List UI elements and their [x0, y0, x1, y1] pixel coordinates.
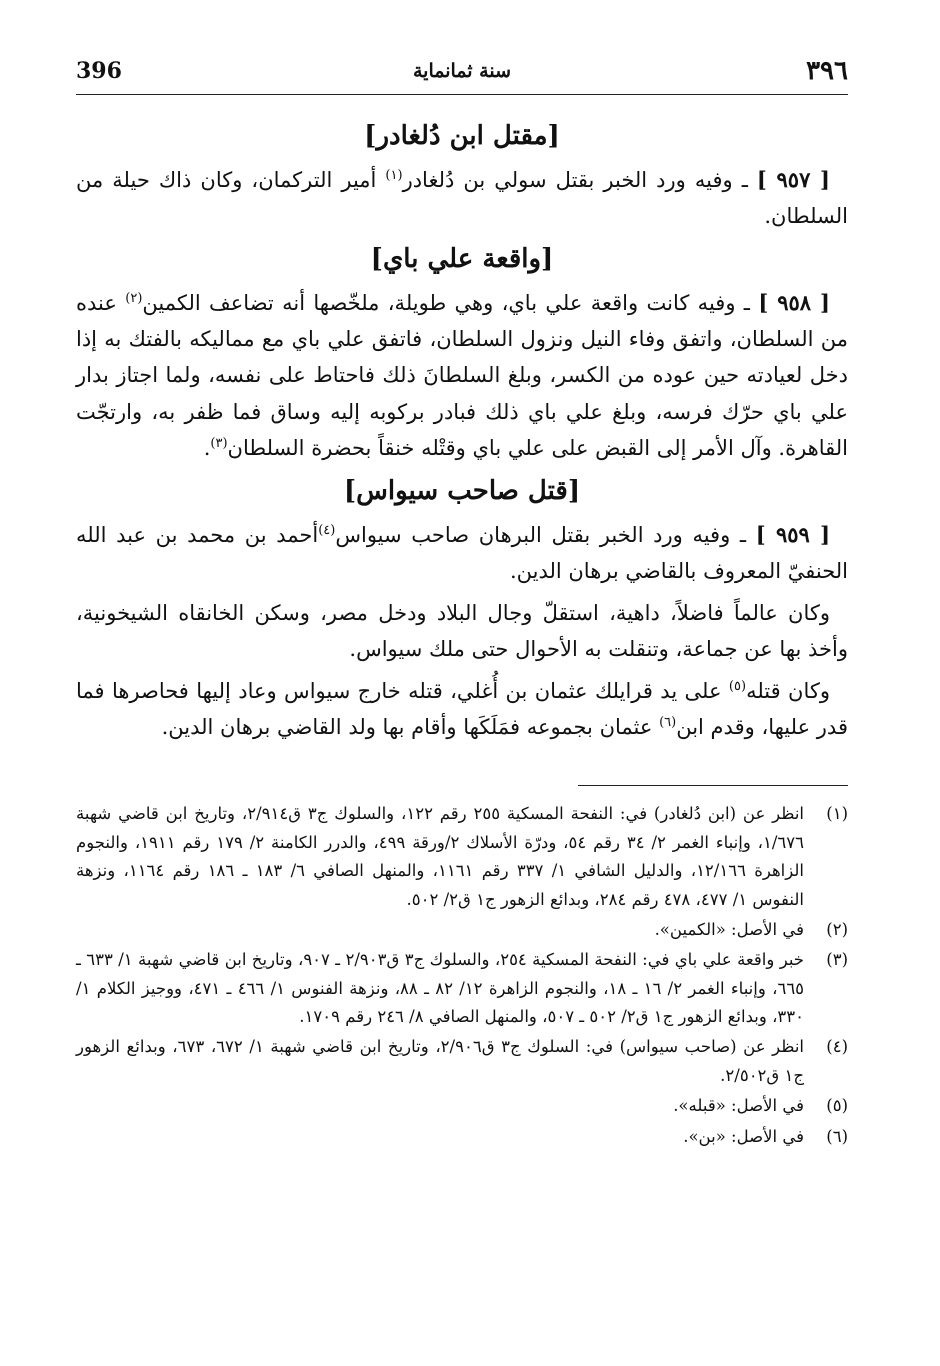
footnote-text: انظر عن (صاحب سيواس) في: السلوك ج٣ ق٢/٩٠٦، وتاريخ ابن قاضي شهبة ١/ ٦٧٢، ٦٧٣، وبدائع الزهور ج١ ق٢/٥٠٢. [76, 1037, 805, 1085]
footnote-text: في الأصل: «قبله». [673, 1096, 804, 1116]
entry-paragraph [76, 162, 848, 234]
footnote-mark: (٢) [826, 919, 848, 939]
footnote [76, 1092, 848, 1120]
entry-text: عنده من السلطان، واتفق وفاء النيل ونزول السلطان، فاتفق علي باي مع مماليكه بالفتك به إذا دخل لعيادته حين عوده من الكسر، وبلغ السلطانَ ذلك فاحتاط على نفسه، ولما اجتاز بدار علي باي حرّك فرسه، وبلغ علي باي ذلك فبادر بركوبه إليه وساق فما ظفر به، وارتجّت القاهرة. وآل الأمر إلى القبض على علي باي وقتْله خنقاً بحضرة السلطان [76, 291, 848, 460]
footnotes [76, 800, 848, 1151]
entry-text: على يد قرايلك عثمان بن أُغلي، قتله خارج سيواس وعاد إليها فحاصرها فما قدر عليها، وقدم ابن [76, 679, 848, 740]
entry-text: . [203, 435, 211, 460]
footnote-ref[interactable]: (٥) [728, 679, 747, 695]
running-title: سنة ثمانماية [412, 60, 512, 82]
footnote-ref[interactable]: (٣) [210, 435, 228, 451]
entry-paragraph [76, 517, 848, 589]
footnote-ref[interactable]: (٢) [125, 291, 143, 307]
footnote [76, 1123, 848, 1151]
footnote-mark: (٥) [826, 1096, 848, 1116]
footnote-ref[interactable]: (١) [385, 168, 403, 183]
footnote-text: في الأصل: «بن». [683, 1126, 804, 1146]
entry-text: ـ وفيه كانت واقعة علي باي، وهي طويلة، ملخّصها أنه تضاعف الكمين [142, 291, 759, 316]
footnote-mark: (٦) [826, 1126, 848, 1146]
entry-text: أحمد بن محمد بن عبد الله الحنفيّ المعروف بالقاضي برهان الدين. [76, 522, 848, 583]
footnote [76, 916, 848, 944]
book-page [76, 52, 848, 1153]
body-paragraph [76, 673, 848, 745]
footnote [76, 1033, 848, 1090]
section-heading: [واقعة علي باي] [370, 244, 554, 275]
entry-number: [ ٩٥٧ ] [756, 167, 830, 192]
footnote-text: خبر واقعة علي باي في: النفحة المسكية ٢٥٤، والسلوك ج٣ ق٢/٩٠٣ ـ ٩٠٧، وتاريخ ابن قاضي شهبة ١/ ٦٣٣ ـ ٦٦٥، وإنباء الغمر ٢/ ١٦ ـ ١٨، والنجوم الزاهرة ١٢/ ٨٢ ـ ٨٨، ونزهة الفنوس ١/ ٤٦٦ ـ ٤٧١، ووجيز الكلام ١/ ٣٣٠، وبدائع الزهور ج١ ق٢/ ٥٠٢ ـ ٥٠٧، والمنهل الصافي ٨/ ٢٤٦ رقم ١٧٠٩. [76, 950, 805, 1027]
entry-text: عثمان بجموعه فمَلَكَها وأقام بها ولد القاضي برهان الدين. [161, 715, 660, 740]
footnote-ref[interactable]: (٤) [318, 522, 336, 538]
body-paragraph: وكان عالماً فاضلاً، داهية، استقلّ وجال البلاد ودخل مصر، وسكن الخانقاه الشيخونية، وأخذ بها عن جماعة، وتنقلت به الأحوال حتى ملك سيواس. [76, 600, 848, 662]
entry-text: ـ وفيه ورد الخبر بقتل سولي بن دُلغادر [402, 168, 757, 192]
footnote-mark: (٤) [826, 1037, 848, 1057]
section-heading: [قتل صاحب سيواس] [343, 475, 581, 506]
entry-text: وكان قتله [746, 679, 830, 704]
section-heading: [مقتل ابن دُلغادر] [364, 121, 560, 151]
footnote-ref[interactable]: (٦) [659, 715, 677, 731]
footnote-text: انظر عن (ابن دُلغادر) في: النفحة المسكية ٢٥٥ رقم ١٢٢، والسلوك ج٣ ق٢/٩١٤، وتاريخ ابن قاضي شهبة ١/٦٧٦، وإنباء الغمر ٢/ ٣٤ رقم ٥٤، ودرّة الأسلاك ٢/ورقة ٤٩٩، والدرر الكامنة ٢/ ١٧٩ رقم ١٩١١، والنجوم الزاهرة ١٢/١٦٦، والدليل الشافي ١/ ٣٣٧ رقم ١١٦١، والمنهل الصافي ٦/ ١٨٣ ـ ١٨٦ رقم ١١٦٤، ونزهة النفوس ١/ ٤٧٧، ٤٧٨ رقم ٢٨٤، وبدائع الزهور ج١ ق٢/ ٥٠٢. [76, 804, 805, 909]
page-number-arabic: ٣٩٦ [806, 56, 848, 86]
footnote-separator [578, 785, 848, 786]
footnote-mark: (٣) [826, 950, 848, 970]
footnote-text: في الأصل: «الكمين». [654, 919, 804, 939]
entry-number: [ ٩٥٩ ] [755, 521, 831, 547]
page-header [76, 52, 848, 95]
entry-number: [ ٩٥٨ ] [758, 290, 830, 316]
footnote-mark: (١) [826, 804, 848, 824]
entry-paragraph [76, 285, 848, 466]
footnote [76, 946, 848, 1031]
footnote [76, 800, 848, 914]
entry-text: أمير التركمان، وكان ذاك حيلة من السلطان. [76, 168, 848, 229]
main-text [76, 117, 848, 745]
page-number-latin: 396 [76, 58, 122, 84]
entry-text: ـ وفيه ورد الخبر بقتل البرهان صاحب سيواس [335, 522, 756, 547]
